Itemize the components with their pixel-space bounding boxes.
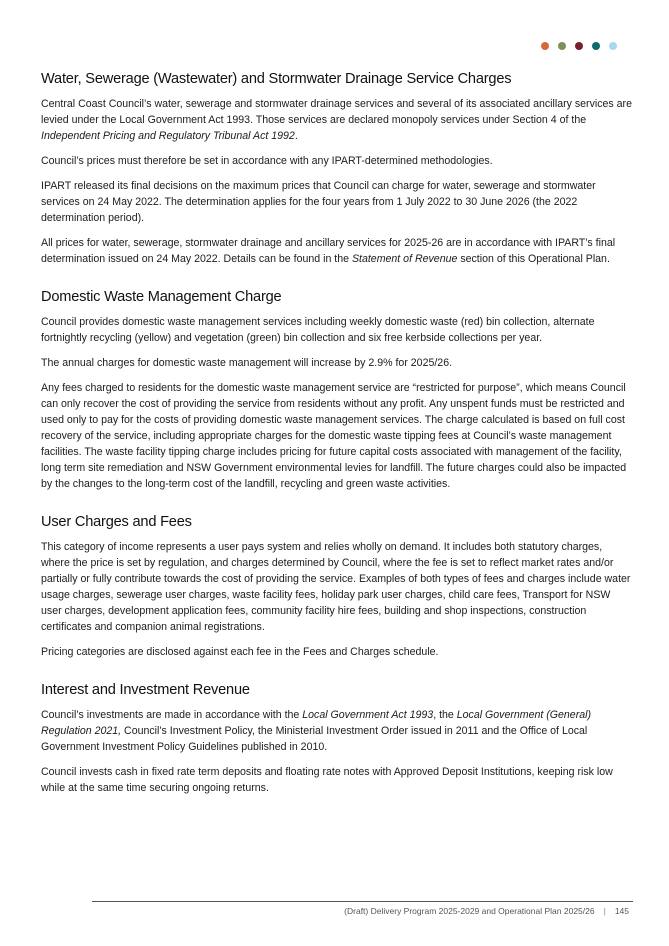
body-paragraph xyxy=(41,539,633,635)
footer-divider xyxy=(92,901,633,902)
decorative-dot xyxy=(592,42,600,50)
body-paragraph xyxy=(41,178,633,226)
paragraph-text: Council’s investments are made in accordance with the xyxy=(41,709,303,721)
page-footer xyxy=(344,906,629,916)
paragraph-text: . xyxy=(294,130,298,142)
paragraph-text: Council’s Investment Policy, the Ministerial Investment Order issued in 2011 and the Office of Local Government Investment Policy Guidelines published in 2010. xyxy=(41,725,588,753)
body-paragraph xyxy=(41,235,633,267)
section-heading: User Charges and Fees xyxy=(41,514,192,530)
paragraph-text: , the xyxy=(433,709,457,721)
section-heading: Domestic Waste Management Charge xyxy=(41,289,282,305)
footer-title: (Draft) Delivery Program 2025-2029 and Operational Plan 2025/26 xyxy=(344,906,595,916)
paragraph-text: Council’s prices must therefore be set in accordance with any IPART-determined methodologies. xyxy=(41,155,493,167)
decorative-dots xyxy=(541,42,617,50)
paragraph-text: Council provides domestic waste management services including weekly domestic waste (red) bin collection, alternate fortnightly recycling (yellow) and vegetation (green) bin collection and six free kerbside collections per year. xyxy=(41,316,595,344)
document-section xyxy=(41,513,633,660)
body-paragraph xyxy=(41,153,633,169)
document-section xyxy=(41,288,633,492)
document-section xyxy=(41,681,633,796)
body-paragraph xyxy=(41,314,633,346)
footer-separator: | xyxy=(603,906,606,916)
document-section xyxy=(41,70,633,267)
paragraph-text: section of this Operational Plan. xyxy=(457,253,610,265)
paragraph-text: All prices for water, sewerage, stormwater drainage and ancillary services for 2025-26 are in accordance with IPART’s final determination issued on 24 May 2022. Details can be found in the xyxy=(41,237,616,265)
body-paragraph xyxy=(41,764,633,796)
paragraph-text: Any fees charged to residents for the domestic waste management service are “restricted for purpose”, which means Council can only recover the cost of providing the service from residents without any profit. Any unspent funds must be restricted and used only to pay for the costs of providing domestic waste management services. The charge calculated is based on full cost recovery of the service, including appropriate charges for the domestic waste tipping fees at Council’s waste management facilities. The waste facility tipping charge includes pricing for future capital costs associated with management of the facility, long term site remediation and NSW Government environmental levies for landfill. The future charges could also be impacted by the changes to the long-term cost of the landfill, recycling and green waste activities. xyxy=(41,382,627,490)
body-paragraph xyxy=(41,380,633,492)
paragraph-text: This category of income represents a user pays system and relies wholly on demand. It includes both statutory charges, where the price is set by regulation, and charges determined by Council, where the fee is set to reflect market rates and/or partially or fully contribute towards the cost of providing the service. Examples of both types of fees and charges include water usage charges, sewerage user charges, waste facility fees, holiday park user charges, child care fees, Transport for NSW user charges, development application fees, community facility hire fees, building and shop inspections, construction certificates and companion animal registrations. xyxy=(41,541,631,633)
document-body xyxy=(41,70,633,817)
body-paragraph xyxy=(41,355,633,371)
body-paragraph xyxy=(41,707,633,755)
body-paragraph xyxy=(41,644,633,660)
page-number: 145 xyxy=(614,906,629,916)
paragraph-text: Pricing categories are disclosed against each fee in the Fees and Charges schedule. xyxy=(41,646,439,658)
italic-title: Statement of Revenue xyxy=(351,253,458,265)
section-heading: Interest and Investment Revenue xyxy=(41,682,250,698)
decorative-dot xyxy=(609,42,617,50)
decorative-dot xyxy=(558,42,566,50)
body-paragraph xyxy=(41,96,633,144)
italic-title: Local Government (General) Regulation 2021, xyxy=(41,709,591,737)
italic-title: Independent Pricing and Regulatory Tribunal Act 1992 xyxy=(41,130,295,142)
decorative-dot xyxy=(541,42,549,50)
paragraph-text: Council invests cash in fixed rate term deposits and floating rate notes with Approved Deposit Institutions, keeping risk low while at the same time securing ongoing returns. xyxy=(41,766,613,794)
decorative-dot xyxy=(575,42,583,50)
italic-title: Local Government Act 1993 xyxy=(302,709,434,721)
paragraph-text: Central Coast Council’s water, sewerage and stormwater drainage services and several of its associated ancillary services are levied under the Local Government Act 1993. Those services are declared monopoly services under Section 4 of the xyxy=(41,98,632,126)
section-heading: Water, Sewerage (Wastewater) and Stormwater Drainage Service Charges xyxy=(41,71,512,87)
paragraph-text: The annual charges for domestic waste management will increase by 2.9% for 2025/26. xyxy=(41,357,453,369)
paragraph-text: IPART released its final decisions on the maximum prices that Council can charge for water, sewerage and stormwater services on 24 May 2022. The determination applies for the four years from 1 July 2022 to 30 June 2026 (the 2022 determination period). xyxy=(41,180,596,224)
